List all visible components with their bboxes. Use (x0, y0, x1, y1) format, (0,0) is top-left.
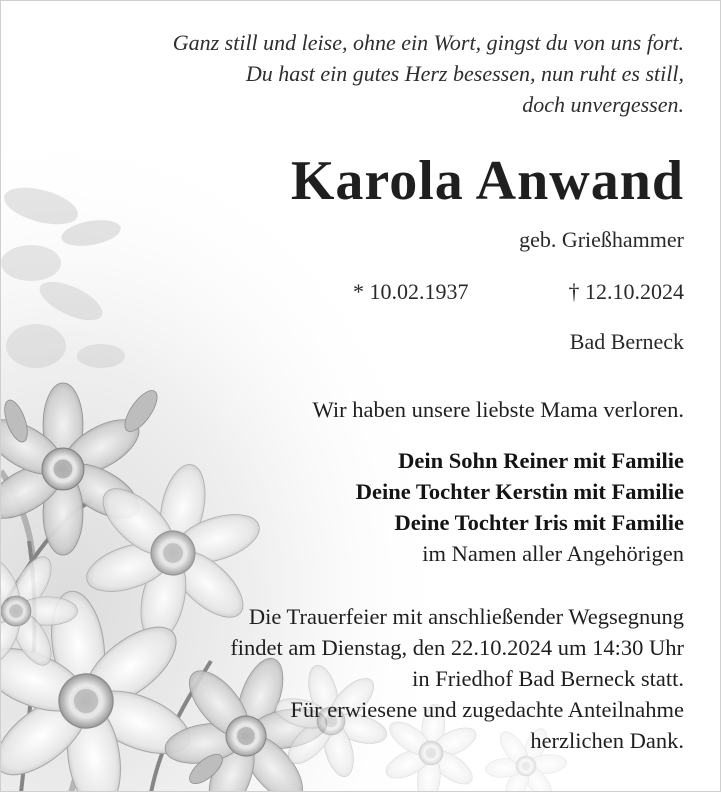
mourner-line: Deine Tochter Kerstin mit Familie (355, 479, 684, 504)
maiden-name: geb. Grießhammer (519, 227, 684, 252)
death-date: † 12.10.2024 (568, 279, 684, 304)
mourner-line: Deine Tochter Iris mit Familie (394, 510, 684, 535)
deceased-name: Karola Anwand (290, 150, 684, 212)
poem-line: doch unvergessen. (522, 92, 684, 117)
ceremony-line: findet am Dienstag, den 22.10.2024 um 14:30 Uhr (230, 635, 684, 660)
ceremony-line: Die Trauerfeier mit anschließender Wegsegnung (248, 604, 684, 629)
poem-line: Du hast ein gutes Herz besessen, nun ruht es still, (245, 61, 684, 86)
message: Wir haben unsere liebste Mama verloren. (312, 397, 684, 422)
ceremony-line: in Friedhof Bad Berneck statt. (412, 666, 684, 691)
poem-line: Ganz still und leise, ohne ein Wort, gingst du von uns fort. (172, 30, 684, 55)
place: Bad Berneck (569, 329, 684, 354)
mourner-line: Dein Sohn Reiner mit Familie (398, 448, 684, 473)
birth-date: * 10.02.1937 (353, 279, 469, 304)
ceremony-line: Für erwiesene und zugedachte Anteilnahme (290, 697, 684, 722)
notice-text (1, 1, 720, 791)
ceremony-line: herzlichen Dank. (530, 728, 684, 753)
mourners-footer: im Namen aller Angehörigen (422, 541, 684, 566)
